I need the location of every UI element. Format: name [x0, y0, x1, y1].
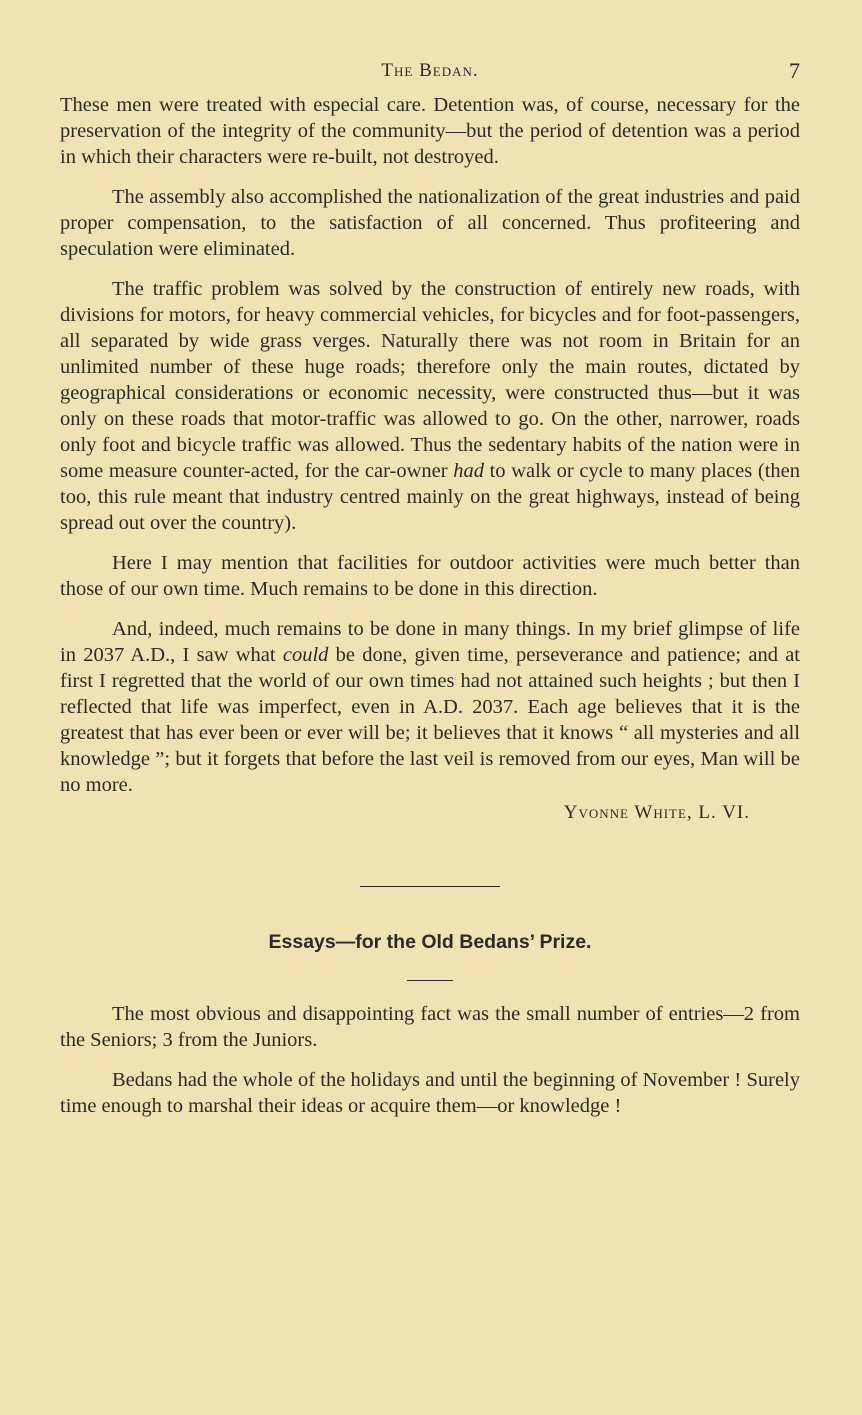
text-span: The traffic problem was solved by the construction of entirely new roads, with divisions for motors, for heavy commercial vehicles, for bicycles and for foot-passengers, all separated by wide grass verges. Naturally there was not room in Britain for an unlimited number of these huge roads; therefore only the main routes, dictated by geographical considerations or economic necessity, were constructed thus—but it was only on these roads that motor-traffic was allowed to go. On the other, narrower, roads only foot and bicycle traffic was allowed. Thus the sedentary habits of the nation were in some measure counter-acted, for the car-owner: [60, 278, 800, 482]
text-span: And, indeed, much remains to be done in many things. In my brief glimpse of life in 2037 A.D., I saw what: [60, 618, 800, 666]
paragraph-outdoor: Here I may mention that facilities for outdoor activities were much better than those of our own time. Much remains to be done in this direction.: [60, 552, 800, 600]
emphasis-text: had: [453, 460, 484, 482]
text-span: be done, given time, perseverance and patience; and at first I regretted that the world of our own times had not attained such heights ; but then I reflected that life was imperfect, even in A.D. 2037. Each age believes that it is the greatest that has ever been or ever will be; it believes that it knows “ all mysteries and all knowledge ”; but it forgets that before the last veil is removed from our eyes, Man will be no more.: [60, 644, 800, 796]
emphasis-text: could: [282, 644, 329, 666]
paragraph-conclusion: [60, 616, 800, 798]
paragraph-traffic: [60, 276, 800, 536]
page-number: 7: [789, 58, 800, 83]
running-header: [60, 56, 800, 92]
paragraph-nationalization: The assembly also accomplished the nationalization of the great industries and paid proper compensation, to the satisfaction of all concerned. Thus profiteering and speculation were eliminated.: [60, 186, 800, 260]
heading-rule: [407, 980, 453, 981]
running-title: The Bedan.: [381, 60, 479, 81]
text-span: to walk or cycle to many places (then too, this rule meant that industry centred mainly on the great highways, instead of being spread out over the country).: [60, 460, 800, 534]
page: [60, 56, 800, 1119]
paragraph-holidays: Bedans had the whole of the holidays and until the beginning of November ! Surely time enough to marshal their ideas or acquire them—or knowledge !: [60, 1069, 800, 1117]
section-heading: Essays—for the Old Bedans’ Prize.: [268, 931, 592, 953]
paragraph-entries: The most obvious and disappointing fact was the small number of entries—2 from the Seniors; 3 from the Juniors.: [60, 1003, 800, 1051]
author-signature: Yvonne White, L. VI.: [563, 802, 750, 823]
paragraph-detention: These men were treated with especial care. Detention was, of course, necessary for the preservation of the integrity of the community—but the period of detention was a period in which their characters were re-built, not destroyed.: [60, 94, 800, 168]
section-divider: [360, 886, 500, 887]
